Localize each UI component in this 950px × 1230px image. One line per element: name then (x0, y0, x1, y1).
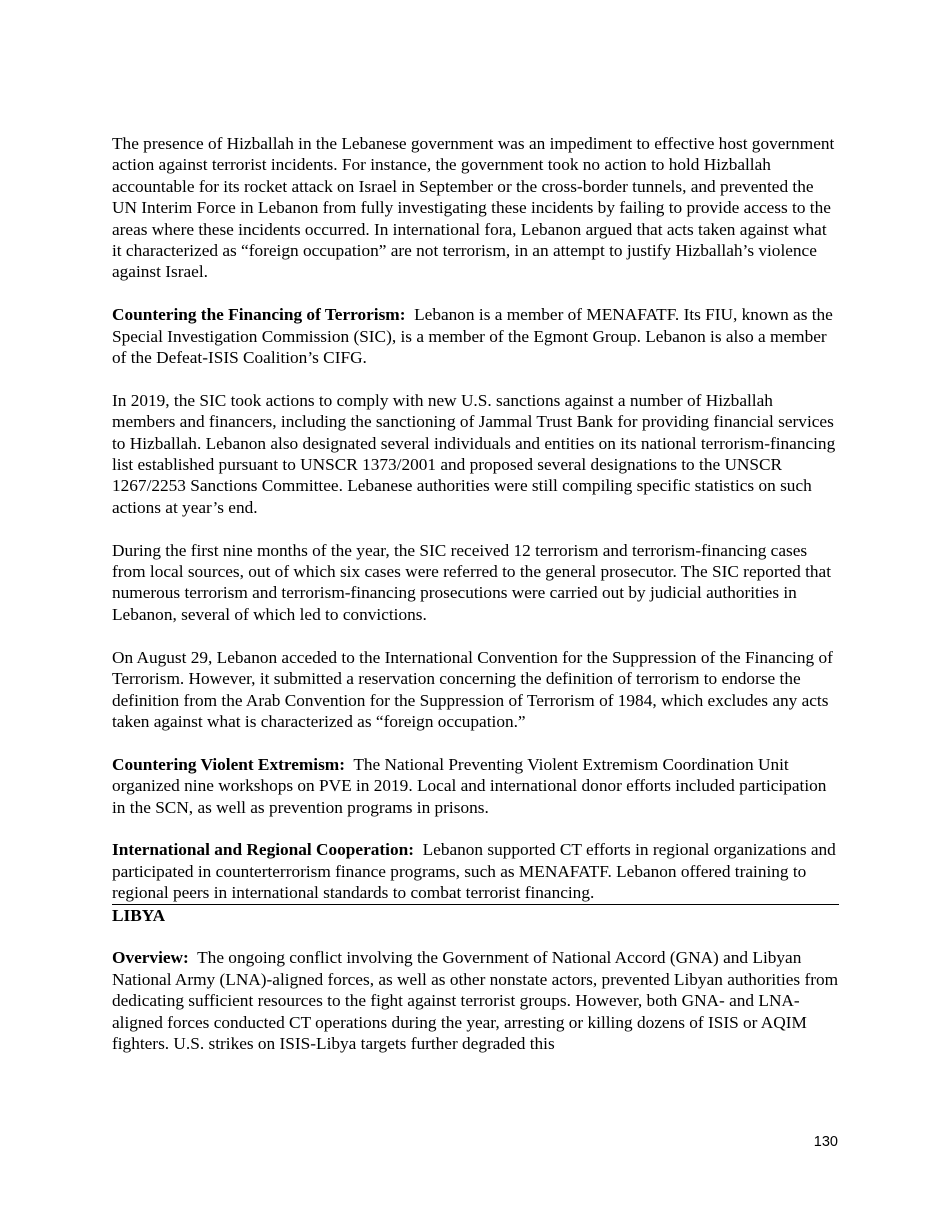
paragraph-regional-cooperation (112, 839, 839, 903)
paragraph-violent-extremism (112, 754, 839, 818)
paragraph-text: In 2019, the SIC took actions to comply with new U.S. sanctions against a number of Hizballah members and financers, including the sanctioning of Jammal Trust Bank for providing financial services to Hizballah. Lebanon also designated several individuals and entities on its national terrorism-financing list established pursuant to UNSCR 1373/2001 and proposed several designations to the UNSCR 1267/2253 Sanctions Committee. Lebanese authorities were still compiling specific statistics on such actions at year’s end. (112, 390, 836, 517)
paragraph-heading: Overview: (112, 948, 189, 968)
paragraph-text: Lebanon is a member of MENAFATF. Its FIU, known as the Special Investigation Commission (SIC), is a member of the Egmont Group. Lebanon is also a member of the Defeat-ISIS Coalition’s CIFG. (112, 305, 833, 368)
paragraph-heading: Countering Violent Extremism: (112, 754, 345, 774)
paragraph-heading: International and Regional Cooperation: (112, 840, 414, 860)
paragraph-text: On August 29, Lebanon acceded to the International Convention for the Suppression of the Financing of Terrorism. However, it submitted a reservation concerning the definition of terrorism to endorse the definition from the Arab Convention for the Suppression of Terrorism of 1984, which excludes any acts taken against what is characterized as “foreign occupation.” (112, 647, 833, 731)
paragraph-sic-cases (112, 540, 839, 626)
paragraph-text: The National Preventing Violent Extremism Coordination Unit organized nine workshops on PVE in 2019. Local and international donor efforts included participation in the SCN, as well as prevention programs in prisons. (112, 754, 827, 817)
paragraph-libya-overview (112, 947, 839, 1054)
document-page (112, 133, 839, 1054)
paragraph-financing-terrorism (112, 304, 839, 368)
paragraph-text: The presence of Hizballah in the Lebanese government was an impediment to effective host government action against terrorist incidents. For instance, the government took no action to hold Hizballah accountable for its rocket attack on Israel in September or the cross-border tunnels, and prevented the UN Interim Force in Lebanon from fully investigating these incidents by failing to provide access to the areas where these incidents occurred. In international fora, Lebanon argued that acts taken against what it characterized as “foreign occupation” are not terrorism, in an attempt to justify Hizballah’s violence against Israel. (112, 134, 835, 282)
paragraph-text: During the first nine months of the year, the SIC received 12 terrorism and terrorism-financing cases from local sources, out of which six cases were referred to the general prosecutor. The SIC reported that numerous terrorism and terrorism-financing prosecutions were carried out by judicial authorities in Lebanon, several of which led to convictions. (112, 540, 831, 624)
section-title-libya: LIBYA (112, 905, 166, 925)
paragraph-heading: Countering the Financing of Terrorism: (112, 305, 406, 325)
page-number: 130 (813, 1134, 838, 1150)
paragraph-text: Lebanon supported CT efforts in regional organizations and participated in counterterrorism finance programs, such as MENAFATF. Lebanon offered training to regional peers in international standards to combat terrorist financing. (112, 840, 836, 903)
paragraph-convention (112, 647, 839, 733)
paragraph-text: The ongoing conflict involving the Government of National Accord (GNA) and Libyan National Army (LNA)-aligned forces, as well as other nonstate actors, prevented Libyan authorities from dedicating sufficient resources to the fight against terrorist groups. However, both GNA- and LNA-aligned forces conducted CT operations during the year, arresting or killing dozens of ISIS or AQIM fighters. U.S. strikes on ISIS-Libya targets further degraded this (112, 948, 839, 1053)
paragraph-sic-actions (112, 390, 839, 518)
paragraph-hizballah-government (112, 133, 839, 283)
